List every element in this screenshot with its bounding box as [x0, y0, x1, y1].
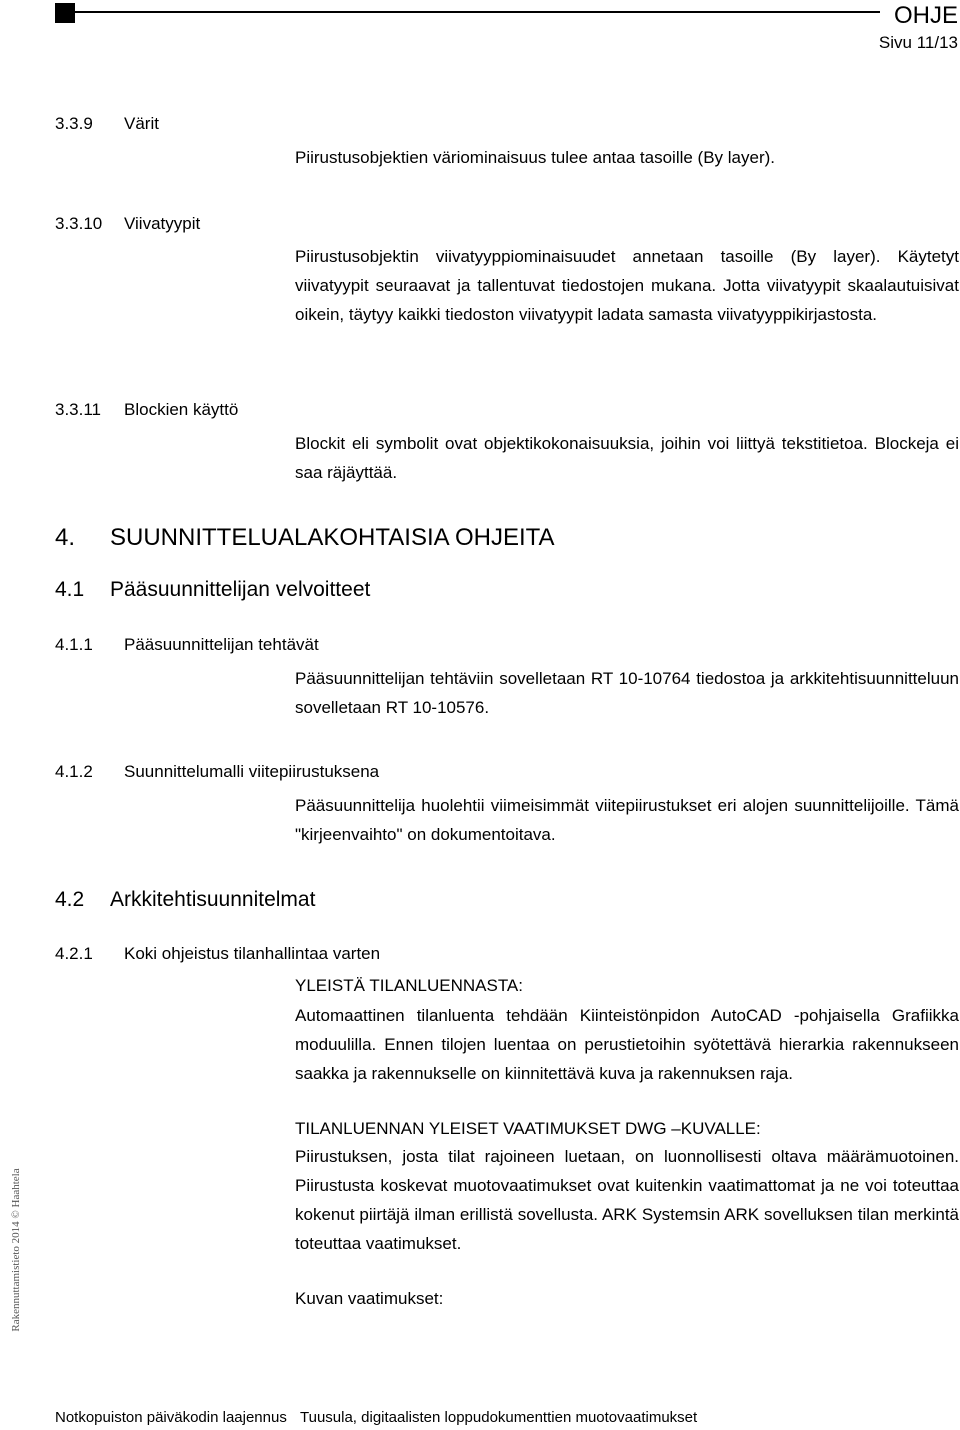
document-type: OHJE	[893, 2, 958, 29]
section-number-4-1-2: 4.1.2	[55, 762, 93, 781]
section-text-3-3-11: Blockit eli symbolit ovat objektikokonaisuuksia, joihin voi liittyä tekstitietoa. Blockeja ei saa räjäyttää.	[295, 434, 959, 482]
section-text-4-2-1-requirements: Piirustuksen, josta tilat rajoineen luetaan, on luonnollisesti oltava määrämuotoinen. Piirustusta koskevat muotovaatimukset ovat kuitenkin vaatimattomat ja ne voi toteuttaa kokenut piirtäjä ilman erillistä sovellusta. ARK Systemsin ARK sovelluksen tilan merkintä toteuttaa vaatimukset.	[295, 1147, 959, 1253]
section-title-3-3-9: Värit	[124, 114, 159, 133]
section-title-4-2-1: Koki ohjeistus tilanhallintaa varten	[124, 944, 381, 963]
section-text-4-1-1: Pääsuunnittelijan tehtäviin sovelletaan RT 10-10764 tiedostoa ja arkkitehtisuunnitteluun sovelletaan RT 10-10576.	[295, 669, 959, 717]
section-number-4-2-1: 4.2.1	[55, 944, 93, 963]
subheading-image-requirements: Kuvan vaatimukset:	[295, 1289, 444, 1308]
section-title-4-1: Pääsuunnittelijan velvoitteet	[110, 578, 371, 601]
section-title-3-3-11: Blockien käyttö	[124, 400, 239, 419]
subheading-requirements: TILANLUENNAN YLEISET VAATIMUKSET DWG –KUVALLE:	[295, 1119, 761, 1138]
section-title-3-3-10: Viivatyypit	[124, 214, 201, 233]
section-number-3-3-11: 3.3.11	[55, 400, 102, 419]
section-title-4-1-2: Suunnittelumalli viitepiirustuksena	[124, 762, 380, 781]
section-number-3-3-10: 3.3.10	[55, 214, 103, 233]
section-number-4-1-1: 4.1.1	[55, 635, 93, 654]
page-number: Sivu 11/13	[878, 33, 958, 52]
footer-project-name: Notkopuiston päiväkodin laajennus	[55, 1409, 287, 1426]
header-square-mark	[55, 3, 75, 23]
section-number-4-2: 4.2	[55, 888, 85, 911]
side-copyright-mark: Rakennuttamistieto 2014 © Haahtela	[10, 1168, 22, 1332]
section-title-4-2: Arkkitehtisuunnitelmat	[110, 888, 316, 911]
section-number-4-1: 4.1	[55, 578, 85, 601]
section-number-3-3-9: 3.3.9	[55, 114, 93, 133]
section-text-4-1-2: Pääsuunnittelija huolehtii viimeisimmät viitepiirustukset eri alojen suunnittelijoille. Tämä "kirjeenvaihto" on dokumentoitava.	[295, 796, 959, 844]
section-text-3-3-10: Piirustusobjektin viivatyyppiominaisuudet annetaan tasoille (By layer). Käytetyt viivatyypit seuraavat ja tallentuvat tiedostojen mukana. Jotta viivatyypit skaalautuisivat oikein, täytyy kaikki tiedoston viivatyypit ladata samasta viivatyyppikirjastosta.	[295, 247, 959, 324]
section-text-4-2-1-general: Automaattinen tilanluenta tehdään Kiinteistönpidon AutoCAD -pohjaisella Grafiikka moduulilla. Ennen tilojen luentaa on perustietoihin syötettävä hierarkia rakennukseen saakka ja rakennukselle on kiinnitettävä kuva ja rakennuksen raja.	[295, 1006, 959, 1083]
footer-document-title: Tuusula, digitaalisten loppudokumenttien muotovaatimukset	[300, 1409, 698, 1426]
subheading-general: YLEISTÄ TILANLUENNASTA:	[295, 976, 523, 995]
section-text-3-3-9: Piirustusobjektien väriominaisuus tulee antaa tasoille (By layer).	[295, 148, 776, 167]
chapter-number-4: 4.	[55, 524, 76, 551]
header-rule	[75, 11, 880, 13]
section-title-4-1-1: Pääsuunnittelijan tehtävät	[124, 635, 319, 654]
chapter-title-4: SUUNNITTELUALAKOHTAISIA OHJEITA	[110, 524, 555, 551]
